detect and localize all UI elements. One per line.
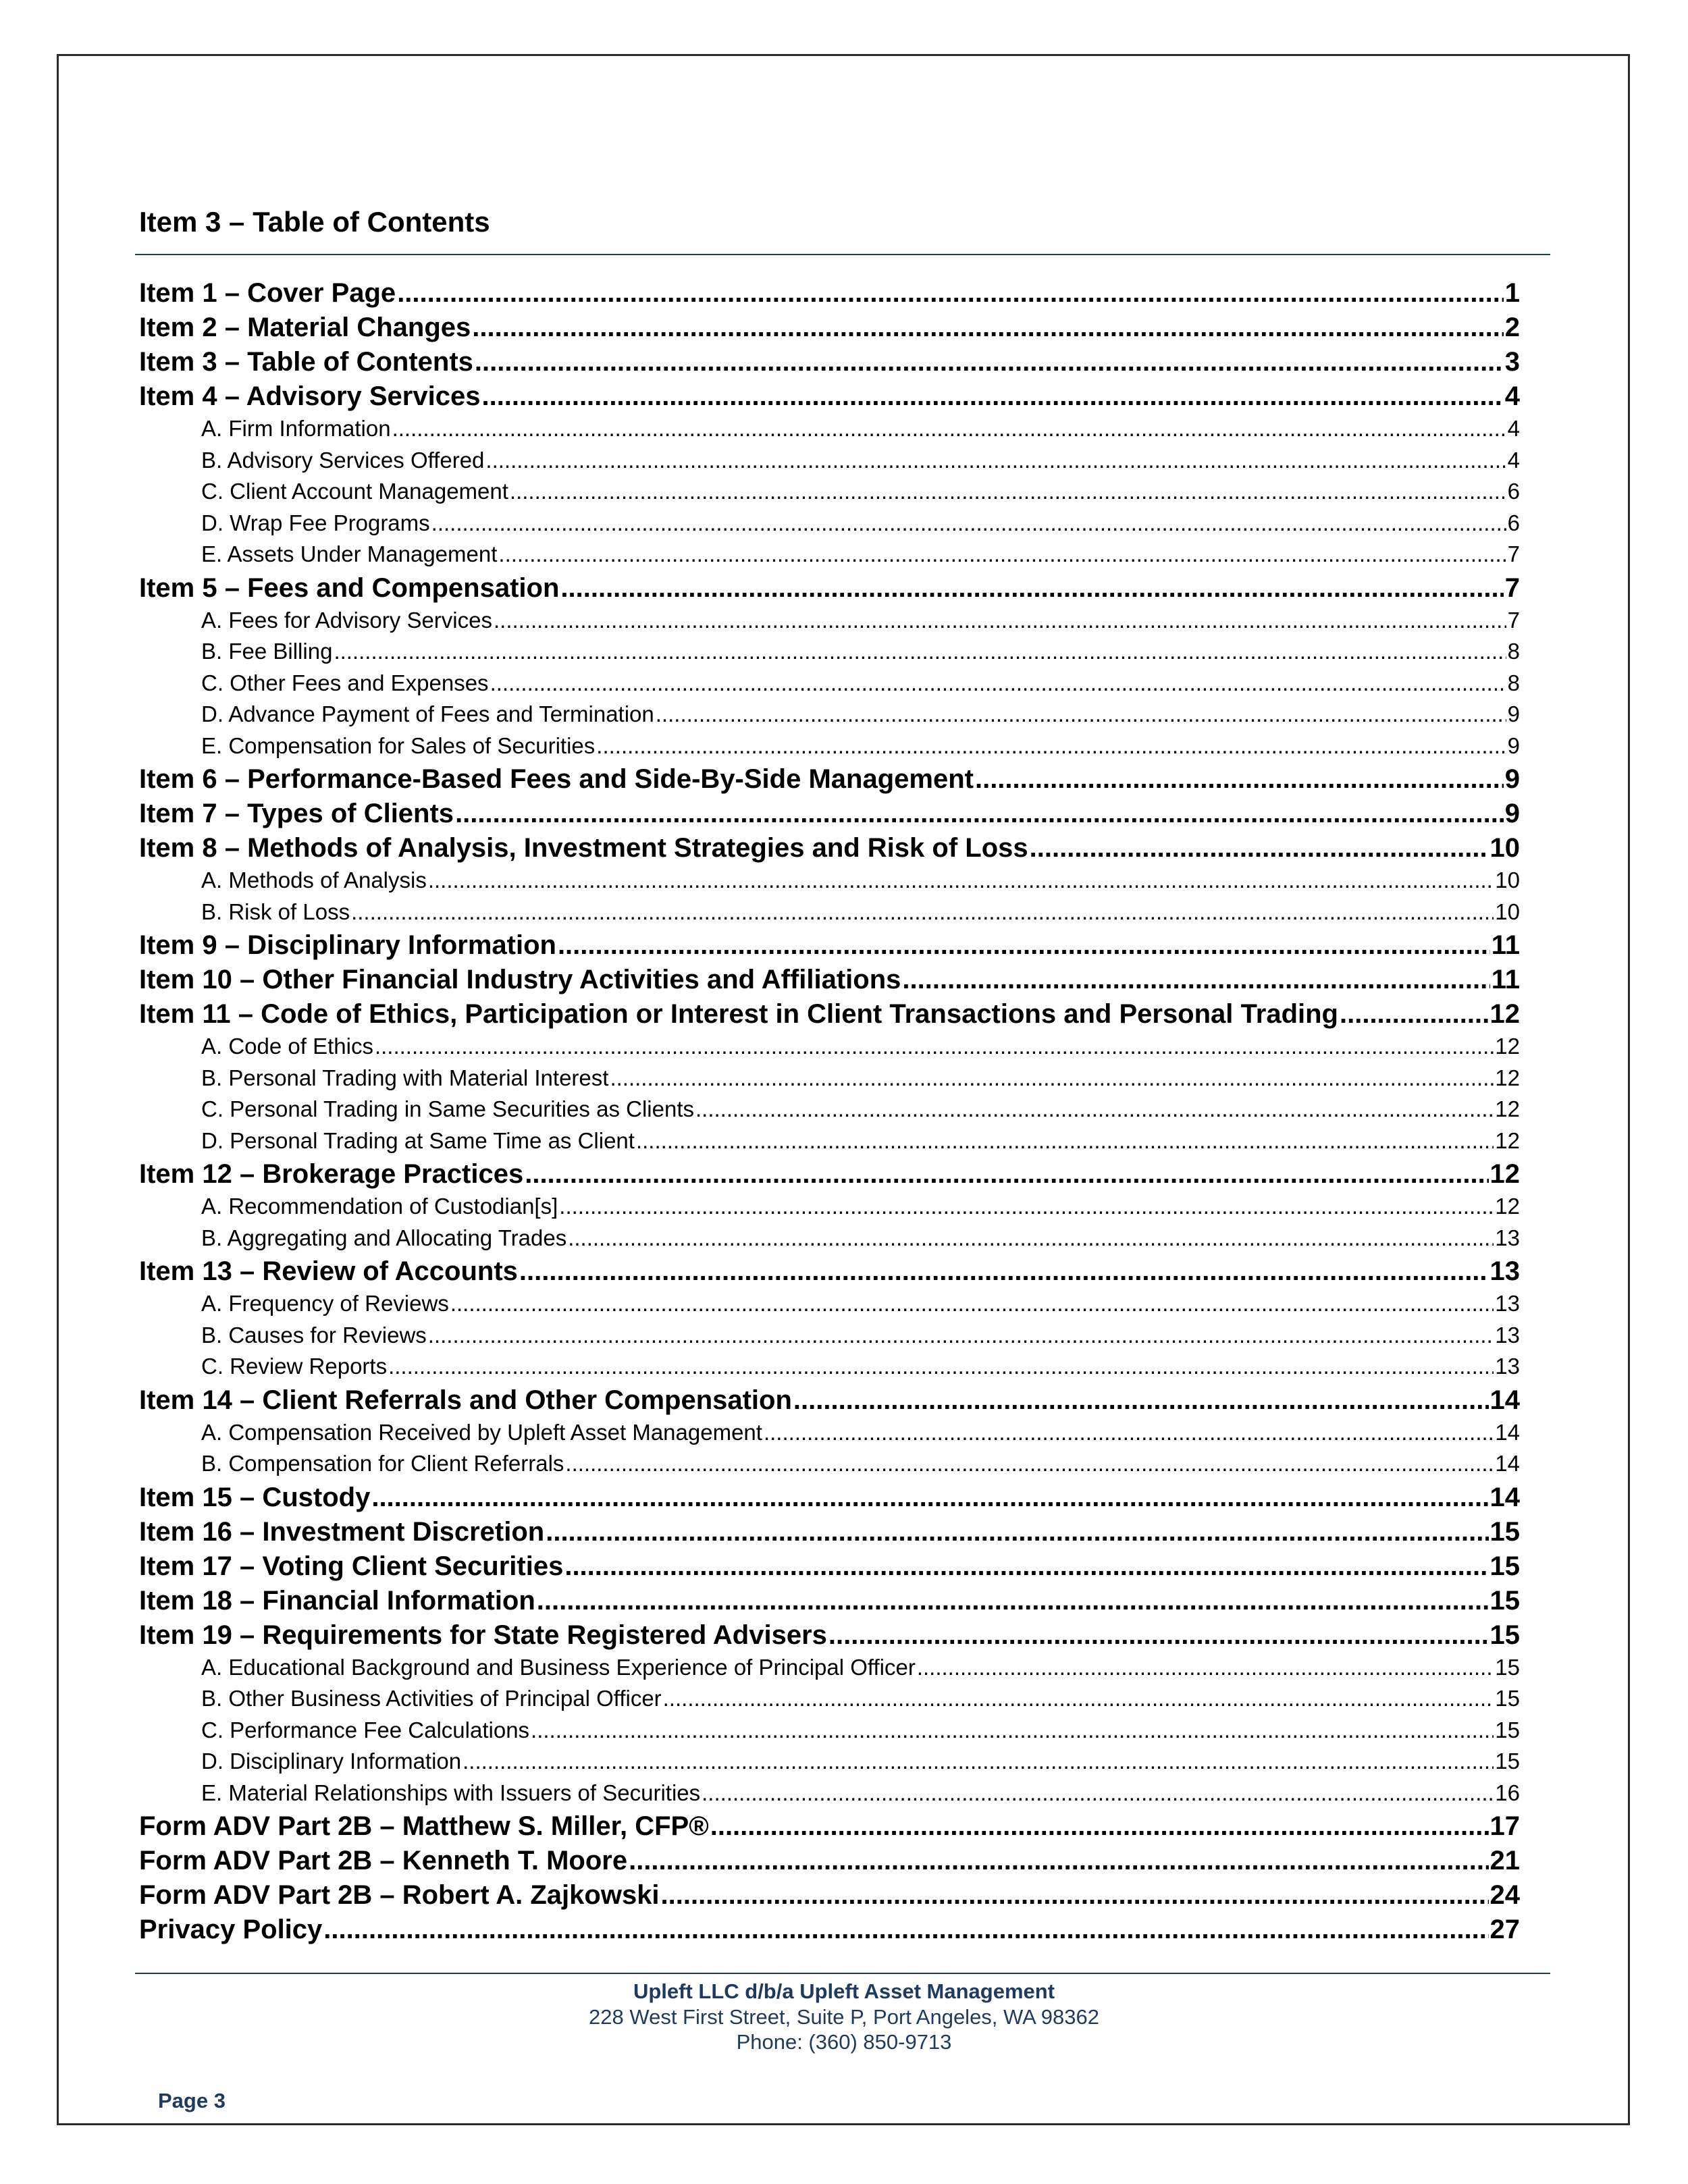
toc-entry-minor[interactable] (139, 1225, 1520, 1257)
toc-entry-minor[interactable] (139, 448, 1520, 479)
toc-entry-label: D. Wrap Fee Programs (201, 510, 430, 535)
toc-leader-dots (525, 1159, 1488, 1190)
toc-entry-label: Item 5 – Fees and Compensation (139, 572, 560, 603)
toc-leader-dots (485, 448, 1506, 473)
toc-entry-page-number: 16 (1495, 1780, 1520, 1805)
toc-entry-label: E. Compensation for Sales of Securities (201, 733, 596, 758)
toc-entry-page-number: 3 (1504, 347, 1520, 377)
toc-entry-major[interactable] (139, 930, 1520, 965)
toc-entry-page-number: 4 (1507, 447, 1520, 473)
toc-leader-dots (463, 1749, 1494, 1774)
toc-entry-minor[interactable] (139, 1323, 1520, 1354)
toc-entry-major[interactable] (139, 1586, 1520, 1620)
toc-entry-label: A. Firm Information (201, 416, 391, 441)
toc-entry-page-number: 4 (1507, 416, 1520, 441)
toc-entry-label: Item 19 – Requirements for State Registered Advisers (139, 1620, 827, 1650)
toc-entry-label: A. Frequency of Reviews (201, 1291, 449, 1316)
page-number: Page 3 (158, 2089, 226, 2112)
toc-entry-page-number: 9 (1504, 764, 1520, 794)
toc-entry-page-number: 13 (1495, 1322, 1520, 1348)
toc-entry-major[interactable] (139, 1256, 1520, 1291)
toc-leader-dots (565, 1451, 1494, 1476)
toc-entry-label: C. Client Account Management (201, 479, 508, 504)
toc-entry-label: Form ADV Part 2B – Kenneth T. Moore (139, 1846, 628, 1875)
toc-entry-label: B. Fee Billing (201, 639, 333, 664)
toc-entry-major[interactable] (139, 381, 1520, 416)
toc-leader-dots (531, 1717, 1494, 1743)
toc-entry-major[interactable] (139, 764, 1520, 799)
toc-entry-page-number: 15 (1489, 1585, 1520, 1616)
toc-entry-minor[interactable] (139, 416, 1520, 448)
toc-entry-page-number: 9 (1504, 799, 1520, 828)
toc-entry-page-number: 12 (1495, 1065, 1520, 1090)
toc-entry-label: Item 13 – Review of Accounts (139, 1256, 518, 1286)
toc-entry-major[interactable] (139, 833, 1520, 868)
toc-leader-dots (917, 1655, 1494, 1680)
toc-entry-minor[interactable] (139, 670, 1520, 702)
toc-entry-page-number: 8 (1507, 639, 1520, 664)
toc-entry-major[interactable] (139, 965, 1520, 999)
toc-leader-dots (710, 1811, 1489, 1842)
toc-entry-label: Item 7 – Types of Clients (139, 799, 454, 828)
toc-entry-page-number: 11 (1491, 930, 1520, 960)
toc-entry-page-number: 12 (1495, 1034, 1520, 1059)
toc-entry-minor[interactable] (139, 1655, 1520, 1686)
toc-entry-label: Form ADV Part 2B – Robert A. Zajkowski (139, 1880, 660, 1910)
toc-leader-dots (1340, 999, 1489, 1030)
toc-entry-label: B. Personal Trading with Material Interest (201, 1065, 609, 1090)
toc-leader-dots (656, 701, 1506, 727)
toc-entry-page-number: 24 (1489, 1880, 1520, 1910)
page-title: Item 3 – Table of Contents (139, 206, 490, 238)
toc-entry-label: A. Recommendation of Custodian[s] (201, 1194, 558, 1219)
toc-entry-page-number: 8 (1507, 670, 1520, 695)
toc-entry-minor[interactable] (139, 1065, 1520, 1097)
toc-entry-page-number: 9 (1507, 701, 1520, 726)
toc-entry-page-number: 15 (1495, 1686, 1520, 1711)
toc-entry-major[interactable] (139, 799, 1520, 833)
toc-leader-dots (546, 1517, 1488, 1547)
toc-entry-major[interactable] (139, 1159, 1520, 1194)
toc-entry-page-number: 12 (1489, 999, 1520, 1029)
toc-entry-minor[interactable] (139, 868, 1520, 899)
toc-entry-minor[interactable] (139, 733, 1520, 765)
toc-entry-major[interactable] (139, 313, 1520, 347)
toc-entry-major[interactable] (139, 1483, 1520, 1517)
toc-entry-major[interactable] (139, 1880, 1520, 1915)
toc-leader-dots (397, 278, 1504, 309)
toc-leader-dots (663, 1686, 1494, 1711)
table-of-contents (139, 278, 1520, 1949)
toc-entry-minor[interactable] (139, 1034, 1520, 1065)
toc-leader-dots (428, 1323, 1494, 1348)
toc-entry-page-number: 15 (1489, 1620, 1520, 1650)
toc-entry-page-number: 14 (1495, 1451, 1520, 1476)
toc-leader-dots (519, 1256, 1489, 1287)
toc-entry-minor[interactable] (139, 1291, 1520, 1323)
toc-entry-page-number: 6 (1507, 479, 1520, 504)
toc-entry-page-number: 15 (1489, 1516, 1520, 1547)
toc-entry-page-number: 7 (1507, 541, 1520, 566)
toc-entry-page-number: 1 (1504, 278, 1520, 308)
toc-entry-minor[interactable] (139, 639, 1520, 670)
toc-entry-page-number: 2 (1504, 313, 1520, 342)
toc-leader-dots (475, 347, 1504, 377)
toc-leader-dots (702, 1780, 1494, 1806)
toc-leader-dots (793, 1385, 1489, 1416)
toc-entry-label: B. Advisory Services Offered (201, 447, 485, 473)
toc-entry-page-number: 27 (1489, 1915, 1520, 1944)
toc-leader-dots (431, 510, 1506, 536)
toc-entry-page-number: 10 (1489, 833, 1520, 863)
toc-entry-minor[interactable] (139, 608, 1520, 639)
toc-entry-label: B. Other Business Activities of Principal Officer (201, 1686, 662, 1711)
toc-entry-major[interactable] (139, 1551, 1520, 1586)
footer-address: 228 West First Street, Suite P, Port Angeles, WA 98362 (589, 2005, 1099, 2029)
toc-entry-label: A. Compensation Received by Upleft Asset Management (201, 1419, 762, 1445)
toc-entry-label: Item 11 – Code of Ethics, Participation or Interest in Client Transactions and Personal Trading (139, 999, 1338, 1029)
toc-entry-page-number: 15 (1495, 1749, 1520, 1774)
toc-leader-dots (455, 799, 1504, 829)
toc-leader-dots (764, 1420, 1494, 1445)
toc-entry-label: E. Material Relationships with Issuers of Securities (201, 1780, 701, 1805)
toc-entry-label: Item 3 – Table of Contents (139, 347, 473, 377)
toc-entry-label: Privacy Policy (139, 1915, 323, 1944)
toc-entry-label: Item 17 – Voting Client Securities (139, 1551, 564, 1581)
toc-leader-dots (695, 1096, 1494, 1122)
toc-entry-label: Item 14 – Client Referrals and Other Compensation (139, 1385, 792, 1415)
toc-entry-minor[interactable] (139, 1780, 1520, 1812)
toc-leader-dots (351, 899, 1494, 925)
toc-leader-dots (828, 1620, 1489, 1651)
toc-leader-dots (902, 965, 1489, 995)
toc-entry-major[interactable] (139, 278, 1520, 313)
toc-entry-label: B. Causes for Reviews (201, 1322, 427, 1348)
toc-leader-dots (596, 733, 1506, 759)
toc-entry-major[interactable] (139, 999, 1520, 1034)
toc-leader-dots (510, 479, 1506, 504)
toc-leader-dots (472, 313, 1503, 343)
toc-entry-label: E. Assets Under Management (201, 541, 498, 566)
toc-entry-page-number: 14 (1489, 1482, 1520, 1512)
toc-entry-label: B. Aggregating and Allocating Trades (201, 1225, 567, 1250)
toc-entry-page-number: 21 (1489, 1846, 1520, 1875)
toc-leader-dots (481, 381, 1503, 412)
footer-divider (135, 1973, 1550, 1974)
toc-entry-major[interactable] (139, 1915, 1520, 1949)
toc-leader-dots (494, 608, 1506, 633)
toc-entry-minor[interactable] (139, 1451, 1520, 1483)
toc-entry-page-number: 12 (1495, 1096, 1520, 1121)
footer-firm-name: Upleft LLC d/b/a Upleft Asset Management (633, 1979, 1055, 2003)
toc-entry-page-number: 14 (1495, 1419, 1520, 1445)
toc-entry-label: Item 4 – Advisory Services (139, 381, 481, 411)
toc-entry-label: D. Disciplinary Information (201, 1749, 462, 1774)
toc-entry-label: D. Personal Trading at Same Time as Client (201, 1127, 635, 1153)
toc-entry-label: Item 10 – Other Financial Industry Activities and Affiliations (139, 965, 901, 994)
toc-entry-label: B. Risk of Loss (201, 899, 350, 924)
footer-phone: Phone: (360) 850-9713 (736, 2030, 952, 2054)
toc-entry-page-number: 4 (1504, 381, 1520, 411)
toc-entry-minor[interactable] (139, 479, 1520, 510)
toc-entry-minor[interactable] (139, 1749, 1520, 1780)
toc-entry-label: B. Compensation for Client Referrals (201, 1451, 564, 1476)
toc-entry-label: A. Educational Background and Business Experience of Principal Officer (201, 1654, 916, 1680)
toc-entry-label: A. Code of Ethics (201, 1034, 373, 1059)
toc-entry-label: Item 2 – Material Changes (139, 313, 471, 342)
toc-entry-label: C. Personal Trading in Same Securities as Clients (201, 1096, 694, 1121)
toc-entry-label: Item 1 – Cover Page (139, 278, 396, 308)
toc-entry-label: C. Other Fees and Expenses (201, 670, 489, 695)
toc-entry-major[interactable] (139, 573, 1520, 608)
toc-entry-label: Item 9 – Disciplinary Information (139, 930, 556, 960)
toc-entry-minor[interactable] (139, 510, 1520, 542)
toc-leader-dots (537, 1586, 1489, 1616)
toc-leader-dots (636, 1128, 1494, 1154)
toc-leader-dots (1030, 833, 1489, 863)
toc-entry-major[interactable] (139, 1620, 1520, 1655)
toc-entry-page-number: 14 (1489, 1385, 1520, 1415)
toc-leader-dots (428, 868, 1494, 893)
toc-leader-dots (375, 1034, 1494, 1059)
toc-entry-label: Item 8 – Methods of Analysis, Investment Strategies and Risk of Loss (139, 833, 1028, 863)
toc-entry-label: C. Performance Fee Calculations (201, 1717, 530, 1742)
toc-entry-minor[interactable] (139, 1354, 1520, 1385)
toc-entry-major[interactable] (139, 1846, 1520, 1880)
toc-entry-label: Item 12 – Brokerage Practices (139, 1159, 524, 1189)
toc-entry-page-number: 13 (1495, 1291, 1520, 1316)
toc-entry-page-number: 7 (1507, 607, 1520, 633)
toc-entry-minor[interactable] (139, 1717, 1520, 1749)
toc-leader-dots (498, 541, 1506, 567)
toc-entry-minor[interactable] (139, 1096, 1520, 1128)
toc-entry-label: Item 16 – Investment Discretion (139, 1516, 545, 1547)
toc-leader-dots (490, 670, 1506, 696)
toc-leader-dots (323, 1915, 1488, 1945)
toc-entry-page-number: 6 (1507, 510, 1520, 535)
toc-leader-dots (392, 416, 1506, 442)
toc-entry-label: A. Methods of Analysis (201, 868, 427, 893)
toc-leader-dots (371, 1483, 1488, 1513)
toc-entry-label: Form ADV Part 2B – Matthew S. Miller, CFP® (139, 1811, 709, 1841)
toc-entry-page-number: 17 (1489, 1811, 1520, 1841)
toc-entry-page-number: 15 (1495, 1717, 1520, 1742)
toc-entry-minor[interactable] (139, 701, 1520, 733)
title-divider (135, 254, 1550, 255)
toc-leader-dots (388, 1354, 1494, 1379)
toc-entry-minor[interactable] (139, 1420, 1520, 1451)
toc-leader-dots (564, 1551, 1488, 1582)
toc-leader-dots (450, 1291, 1494, 1316)
toc-leader-dots (558, 930, 1490, 961)
toc-entry-page-number: 13 (1495, 1354, 1520, 1379)
toc-entry-page-number: 13 (1495, 1225, 1520, 1250)
toc-entry-major[interactable] (139, 347, 1520, 381)
toc-leader-dots (334, 639, 1506, 664)
toc-entry-minor[interactable] (139, 899, 1520, 931)
toc-entry-label: Item 6 – Performance-Based Fees and Side-By-Side Management (139, 764, 974, 794)
toc-entry-page-number: 13 (1489, 1256, 1520, 1286)
toc-entry-major[interactable] (139, 1517, 1520, 1551)
toc-entry-page-number: 12 (1495, 1194, 1520, 1219)
toc-entry-label: C. Review Reports (201, 1354, 388, 1379)
toc-entry-page-number: 11 (1491, 965, 1520, 994)
toc-entry-page-number: 12 (1495, 1127, 1520, 1153)
toc-entry-major[interactable] (139, 1811, 1520, 1846)
toc-leader-dots (559, 1194, 1494, 1219)
toc-entry-page-number: 9 (1507, 733, 1520, 758)
toc-entry-page-number: 10 (1495, 868, 1520, 893)
toc-entry-page-number: 15 (1495, 1654, 1520, 1680)
toc-entry-page-number: 15 (1489, 1551, 1520, 1581)
toc-entry-label: A. Fees for Advisory Services (201, 607, 492, 633)
toc-entry-label: D. Advance Payment of Fees and Termination (201, 701, 654, 726)
toc-leader-dots (661, 1880, 1489, 1911)
toc-entry-major[interactable] (139, 1385, 1520, 1420)
toc-leader-dots (568, 1225, 1494, 1251)
toc-entry-label: Item 15 – Custody (139, 1482, 371, 1512)
toc-entry-minor[interactable] (139, 1128, 1520, 1160)
toc-entry-page-number: 7 (1504, 572, 1520, 603)
toc-entry-minor[interactable] (139, 1194, 1520, 1225)
toc-leader-dots (975, 764, 1504, 795)
toc-entry-minor[interactable] (139, 541, 1520, 573)
toc-entry-page-number: 12 (1489, 1159, 1520, 1189)
toc-leader-dots (629, 1846, 1488, 1876)
toc-entry-minor[interactable] (139, 1686, 1520, 1717)
toc-leader-dots (560, 573, 1503, 604)
toc-leader-dots (610, 1065, 1494, 1091)
toc-entry-label: Item 18 – Financial Information (139, 1585, 535, 1616)
toc-entry-page-number: 10 (1495, 899, 1520, 924)
